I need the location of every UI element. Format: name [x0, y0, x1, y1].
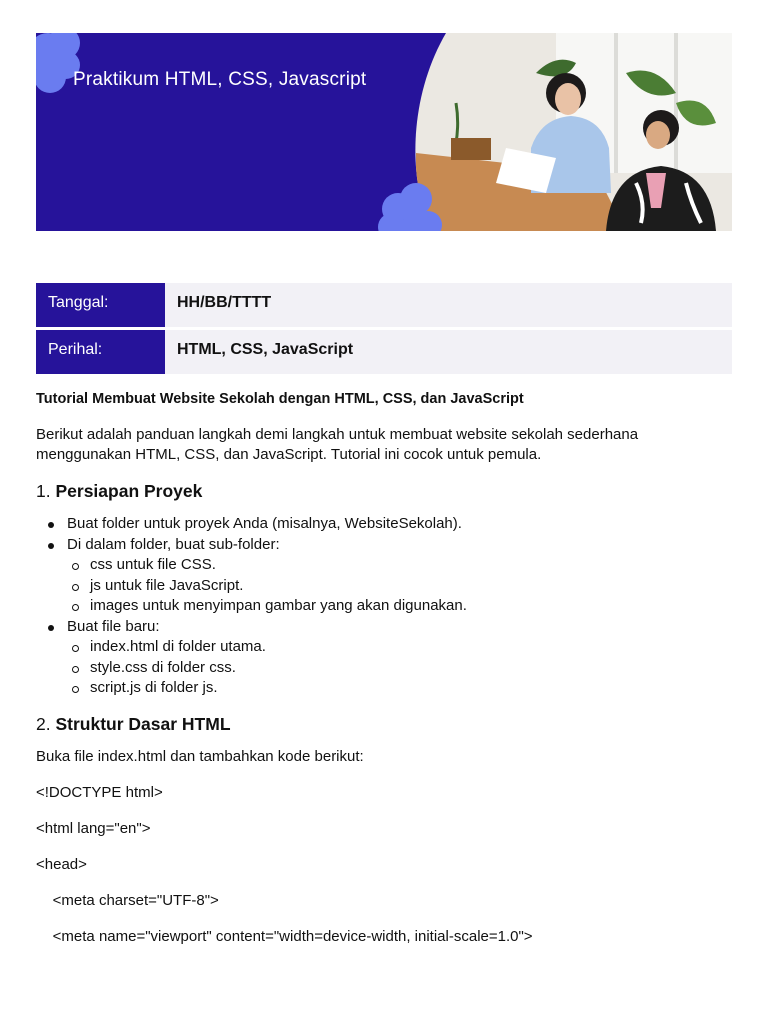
info-row-date: [36, 283, 732, 327]
sub-list-item: script.js di folder js.: [67, 678, 726, 699]
banner-title: Praktikum HTML, CSS, Javascript: [73, 69, 367, 90]
intro-paragraph: Berikut adalah panduan langkah demi langkah untuk membuat website sekolah sederhana menggunakan HTML, CSS, dan JavaScript. Tutorial ini cocok untuk pemula.: [36, 425, 639, 463]
section-title: Struktur Dasar HTML: [55, 713, 231, 734]
list-item-text: Di dalam folder, buat sub-folder:: [67, 535, 280, 553]
info-value: HTML, CSS, JavaScript: [165, 330, 732, 374]
info-row-subject: [36, 330, 732, 374]
info-label: Perihal:: [36, 330, 165, 374]
sub-list-item: js untuk file JavaScript.: [67, 576, 726, 597]
section-heading: [36, 481, 726, 502]
document-title: Tutorial Membuat Website Sekolah dengan HTML, CSS, dan JavaScript: [36, 391, 524, 407]
section-number: 1.: [36, 480, 51, 501]
list-item-text: Buat folder untuk proyek Anda (misalnya, WebsiteSekolah).: [67, 515, 462, 532]
sub-list: [67, 637, 726, 699]
banner-illustration: [36, 33, 732, 231]
meeting-photo: [396, 33, 732, 231]
list-item: [36, 535, 726, 617]
banner: [36, 33, 732, 231]
info-table: [36, 283, 732, 377]
code-line: <html lang="en">: [36, 820, 151, 837]
list-item-text: Buat file baru:: [67, 617, 160, 635]
sub-list: [67, 555, 726, 617]
code-line: <head>: [36, 856, 87, 873]
bullet-list: [36, 514, 726, 699]
section-lead: Buka file index.html dan tambahkan kode berikut:: [36, 748, 364, 765]
list-item: [36, 514, 726, 535]
code-line: <meta name="viewport" content="width=device-width, initial-scale=1.0">: [36, 928, 533, 945]
document-content: [36, 389, 726, 963]
section-heading: [36, 714, 726, 735]
info-value: HH/BB/TTTT: [165, 283, 732, 327]
sub-list-item: images untuk menyimpan gambar yang akan digunakan.: [67, 596, 726, 617]
info-label: Tanggal:: [36, 283, 165, 327]
code-line: <meta charset="UTF-8">: [36, 892, 219, 909]
code-line: <!DOCTYPE html>: [36, 784, 163, 801]
sub-list-item: style.css di folder css.: [67, 658, 726, 679]
section-number: 2.: [36, 713, 51, 734]
list-item: [36, 617, 726, 699]
sub-list-item: css untuk file CSS.: [67, 555, 726, 576]
section-title: Persiapan Proyek: [55, 480, 203, 501]
sub-list-item: index.html di folder utama.: [67, 637, 726, 658]
